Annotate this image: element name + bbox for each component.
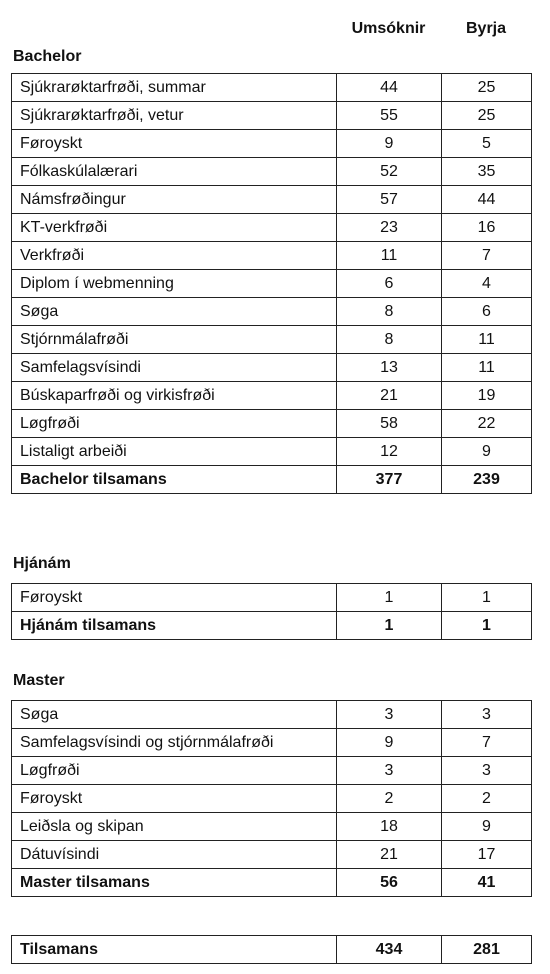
table-row [12,354,532,382]
program-name-cell: Sjúkrarøktarfrøði, summar [12,74,337,102]
column-header-start: Byrja [465,20,507,37]
start-cell: 281 [442,936,532,964]
total-row [12,936,532,964]
applications-cell: 3 [337,701,442,729]
start-cell: 9 [442,813,532,841]
start-cell: 3 [442,701,532,729]
program-name-cell: Dátuvísindi [12,841,337,869]
table-row [12,757,532,785]
table-row [12,158,532,186]
start-cell: 41 [442,869,532,897]
start-cell: 11 [442,354,532,382]
start-cell: 22 [442,410,532,438]
program-name-cell: Føroyskt [12,785,337,813]
applications-cell: 57 [337,186,442,214]
section-title: Master [13,672,65,689]
program-name-cell: Søga [12,701,337,729]
applications-cell: 21 [337,382,442,410]
table-row [12,242,532,270]
applications-cell: 6 [337,270,442,298]
table-row [12,785,532,813]
applications-cell: 12 [337,438,442,466]
program-name-cell: Føroyskt [12,130,337,158]
table-row [12,130,532,158]
start-cell: 16 [442,214,532,242]
applications-cell: 2 [337,785,442,813]
table-row [12,326,532,354]
program-name-cell: Námsfrøðingur [12,186,337,214]
program-name-cell: KT-verkfrøði [12,214,337,242]
program-name-cell: Samfelagsvísindi og stjórnmálafrøði [12,729,337,757]
program-name-cell: Verkfrøði [12,242,337,270]
applications-cell: 18 [337,813,442,841]
start-cell: 6 [442,298,532,326]
section-table [11,700,532,897]
start-cell: 25 [442,74,532,102]
applications-cell: 23 [337,214,442,242]
start-cell: 25 [442,102,532,130]
applications-cell: 1 [337,584,442,612]
applications-cell: 52 [337,158,442,186]
program-name-cell: Listaligt arbeiði [12,438,337,466]
table-row [12,298,532,326]
applications-cell: 21 [337,841,442,869]
start-cell: 3 [442,757,532,785]
applications-cell: 58 [337,410,442,438]
section-title: Hjánám [13,555,71,572]
start-cell: 5 [442,130,532,158]
total-row [12,466,532,494]
table-row [12,270,532,298]
applications-cell: 11 [337,242,442,270]
total-row [12,612,532,640]
start-cell: 11 [442,326,532,354]
program-name-cell: Løgfrøði [12,757,337,785]
table-row [12,74,532,102]
start-cell: 239 [442,466,532,494]
table-row [12,186,532,214]
program-name-cell: Hjánám tilsamans [12,612,337,640]
table-row [12,584,532,612]
table-row [12,813,532,841]
start-cell: 19 [442,382,532,410]
table-row [12,382,532,410]
program-name-cell: Stjórnmálafrøði [12,326,337,354]
program-name-cell: Tilsamans [12,936,337,964]
total-row [12,869,532,897]
start-cell: 1 [442,584,532,612]
table-row [12,214,532,242]
section-table [11,583,532,640]
table-row [12,102,532,130]
start-cell: 44 [442,186,532,214]
table-row [12,410,532,438]
program-name-cell: Føroyskt [12,584,337,612]
program-name-cell: Búskaparfrøði og virkisfrøði [12,382,337,410]
start-cell: 7 [442,242,532,270]
applications-cell: 434 [337,936,442,964]
program-name-cell: Fólkaskúlalærari [12,158,337,186]
applications-cell: 44 [337,74,442,102]
start-cell: 35 [442,158,532,186]
applications-cell: 9 [337,130,442,158]
section-title: Bachelor [13,48,82,65]
program-name-cell: Bachelor tilsamans [12,466,337,494]
applications-cell: 55 [337,102,442,130]
applications-cell: 8 [337,298,442,326]
program-name-cell: Leiðsla og skipan [12,813,337,841]
program-name-cell: Sjúkrarøktarfrøði, vetur [12,102,337,130]
start-cell: 9 [442,438,532,466]
column-header-applications: Umsóknir [351,20,426,37]
table-row [12,438,532,466]
program-name-cell: Samfelagsvísindi [12,354,337,382]
program-name-cell: Master tilsamans [12,869,337,897]
table-row [12,701,532,729]
section-table [11,73,532,494]
applications-cell: 56 [337,869,442,897]
table-row [12,729,532,757]
program-name-cell: Søga [12,298,337,326]
start-cell: 2 [442,785,532,813]
start-cell: 17 [442,841,532,869]
program-name-cell: Diplom í webmenning [12,270,337,298]
applications-cell: 9 [337,729,442,757]
applications-cell: 377 [337,466,442,494]
start-cell: 4 [442,270,532,298]
applications-cell: 3 [337,757,442,785]
applications-cell: 13 [337,354,442,382]
grand-total-table [11,935,532,964]
applications-cell: 8 [337,326,442,354]
table-row [12,841,532,869]
applications-cell: 1 [337,612,442,640]
start-cell: 7 [442,729,532,757]
program-name-cell: Løgfrøði [12,410,337,438]
start-cell: 1 [442,612,532,640]
